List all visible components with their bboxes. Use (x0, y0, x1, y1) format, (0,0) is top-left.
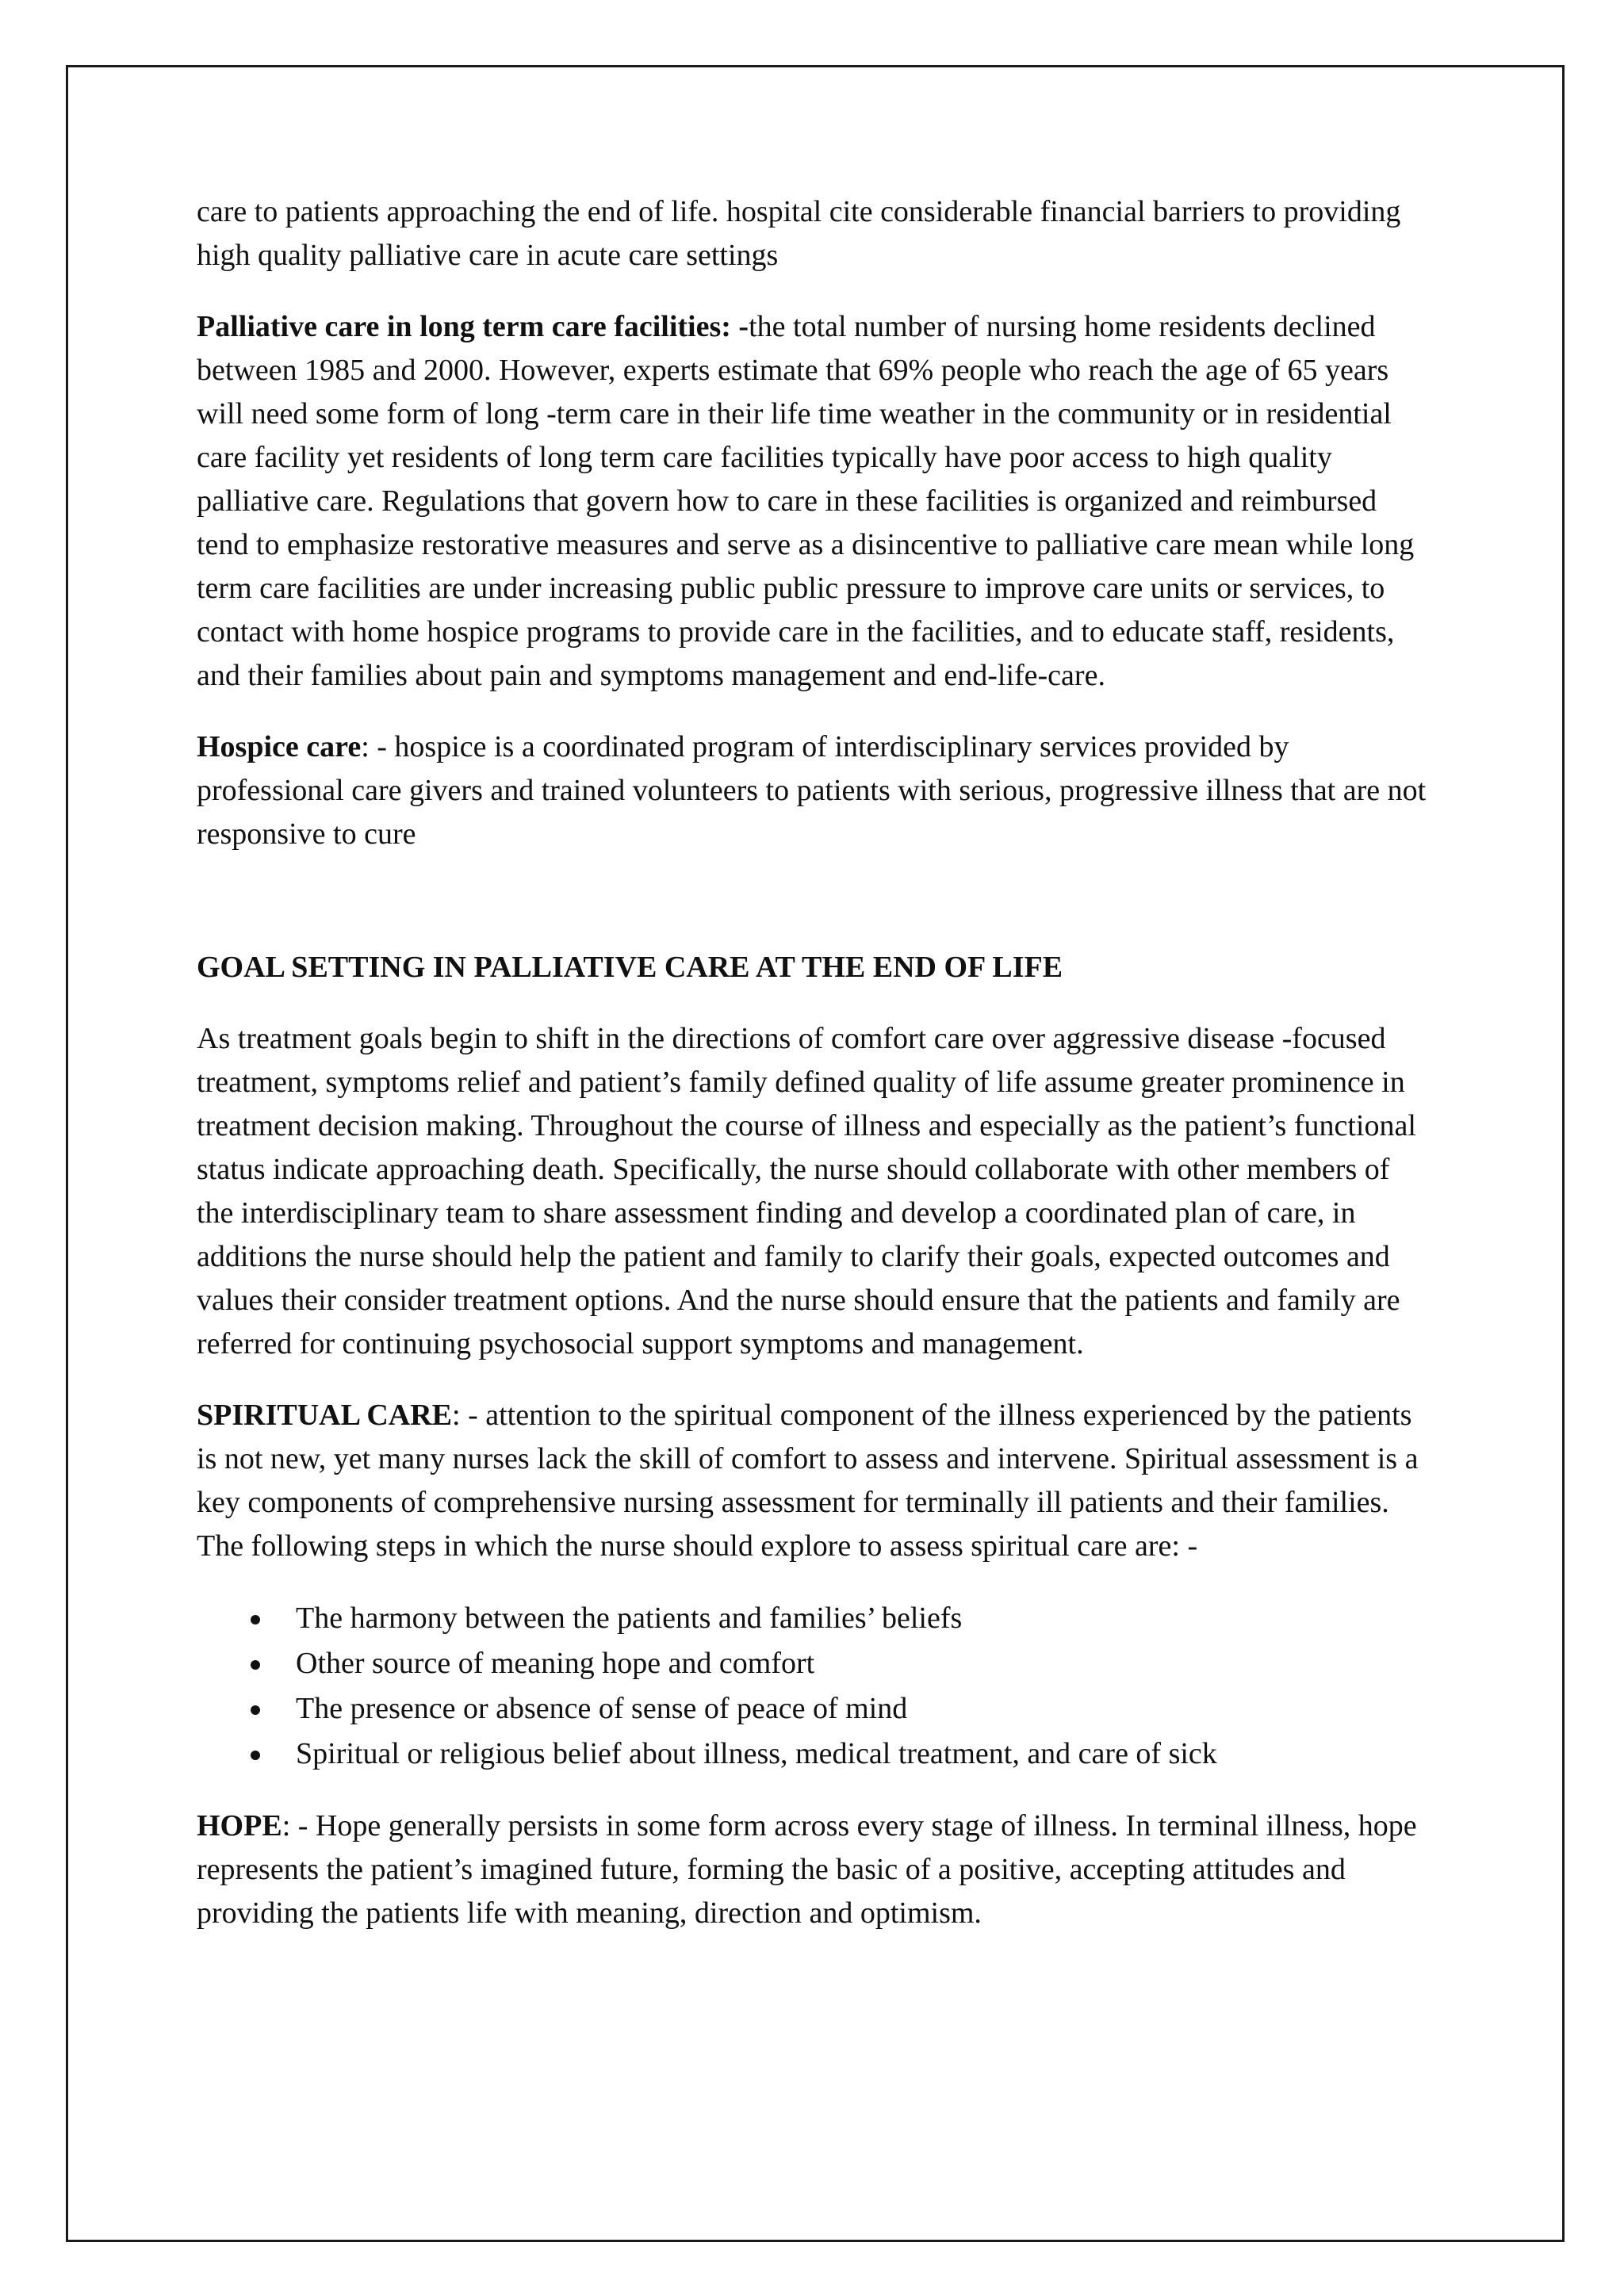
list-item (197, 1596, 1434, 1641)
long-term-care-paragraph (197, 305, 1434, 698)
list-item (197, 1641, 1434, 1686)
spiritual-assessment-list (197, 1596, 1434, 1777)
bullet-icon (251, 1705, 260, 1715)
list-item (197, 1686, 1434, 1732)
spiritual-care-text: : - attention to the spiritual component of the illness experienced by the patients is not new, yet many nurses lack the skill of comfort to assess and intervene. Spiritual assessment is a key components of comprehensive nursing assessment for terminally ill patients and their families. The following steps in which the nurse should explore to assess spiritual care are: - (197, 1399, 1419, 1563)
bullet-icon (251, 1615, 260, 1624)
list-item-text: Spiritual or religious belief about illness, medical treatment, and care of sick (296, 1737, 1217, 1770)
hope-title: HOPE (197, 1809, 282, 1843)
long-term-care-title: Palliative care in long term care facilities: - (197, 310, 749, 343)
long-term-care-text: the total number of nursing home residents declined between 1985 and 2000. However, experts estimate that 69% people who reach the age of 65 years will need some form of long -term care in their life time weather in the community or in residential care facility yet residents of long term care facilities typically have poor access to high quality palliative care. Regulations that govern how to care in these facilities is organized and reimbursed tend to emphasize restorative measures and serve as a disincentive to palliative care mean while long term care facilities are under increasing public public pressure to improve care units or services, to contact with home hospice programs to provide care in the facilities, and to educate staff, residents, and their families about pain and symptoms management and end-life-care. (197, 310, 1415, 692)
goal-setting-text: As treatment goals begin to shift in the directions of comfort care over aggressive disease -focused treatment, symptoms relief and patient’s family defined quality of life assume greater prominence in treatment decision making. Throughout the course of illness and especially as the patient’s functional status indicate approaching death. Specifically, the nurse should collaborate with other members of the interdisciplinary team to share assessment finding and develop a coordinated plan of care, in additions the nurse should help the patient and family to clarify their goals, expected outcomes and values their consider treatment options. And the nurse should ensure that the patients and family are referred for continuing psychosocial support symptoms and management. (197, 1022, 1416, 1360)
spiritual-care-paragraph (197, 1394, 1434, 1568)
hospice-title: Hospice care (197, 730, 362, 763)
list-item (197, 1732, 1434, 1777)
intro-paragraph (197, 190, 1434, 277)
spiritual-care-title: SPIRITUAL CARE (197, 1399, 453, 1432)
goal-setting-paragraph (197, 1017, 1434, 1366)
hospice-paragraph (197, 725, 1434, 856)
goal-setting-heading: GOAL SETTING IN PALLIATIVE CARE AT THE END OF LIFE (197, 951, 1063, 984)
document-body (197, 190, 1434, 1963)
hope-text: : - Hope generally persists in some form across every stage of illness. In terminal illness, hope represents the patient’s imagined future, forming the basic of a positive, accepting attitudes and providing the patients life with meaning, direction and optimism. (197, 1809, 1417, 1930)
bullet-icon (251, 1660, 260, 1670)
list-item-text: Other source of meaning hope and comfort (296, 1647, 815, 1680)
hope-paragraph (197, 1804, 1434, 1935)
list-item-text: The presence or absence of sense of peace of mind (296, 1692, 908, 1725)
hospice-text: : - hospice is a coordinated program of interdisciplinary services provided by professional care givers and trained volunteers to patients with serious, progressive illness that are not responsive to cure (197, 730, 1427, 851)
list-item-text: The harmony between the patients and families’ beliefs (296, 1601, 963, 1635)
bullet-icon (251, 1751, 260, 1760)
intro-text: care to patients approaching the end of life. hospital cite considerable financial barriers to providing high quality palliative care in acute care settings (197, 195, 1401, 272)
